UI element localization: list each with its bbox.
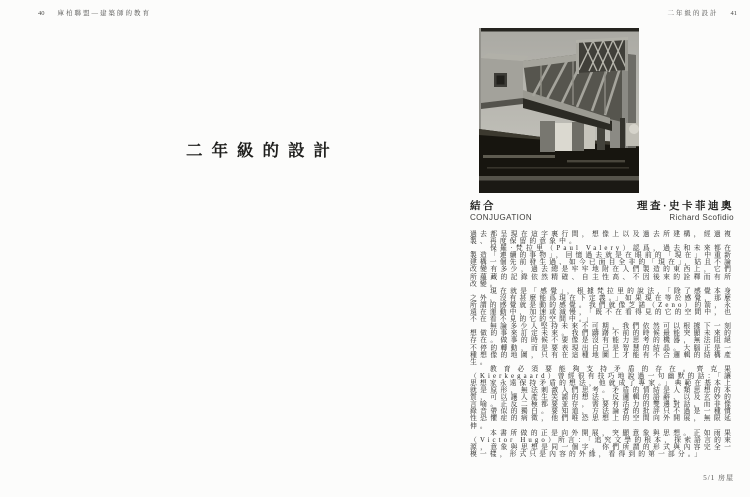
body-paragraph: 無論多少人堅持未來不可期，我們依然可以根據下一刻想做的事來訂定未來。我們躊躇不前的時候最能突顯未來的存在。做事的時候不要像是沒有能力思考的機器，無法阻絕不停的轉動，而是要表現出自己是智慧的結晶。大腦正是一種想像的地圖，只有在這種地圖上才能有不合邏輯的結構產生。 (470, 323, 734, 366)
section-title-zh: 結合 (470, 201, 496, 212)
right-running-title: 二年級的設計 (667, 10, 719, 17)
body-paragraph: 教育必須要能夠支持矛盾的存在。齊克果（Kierkegaard）曾經很有技巧地說過一句幽默的話：「讓思想家永遠保持矛盾的想法，他就成了專家。」典範在基本上就是原形，無法刺激人們思考。矛盾的情結是人類思想的本質，可以讓人產生笑謔的想法、反邏輯的語辭、以及玄妙的言喻。正反二極都要並存，需要有活力的雙邊對話，而非像錄音帶似的獨白。要知道，方法論者的批評只不過是一種慣性恐懼症的病徵，他們唯恐思想上的空間向外開展，無限延伸。 (470, 365, 734, 430)
folio-footer: 5/1 房屋 (703, 474, 734, 482)
author-name-zh: 理查·史卡菲迪奧 (636, 201, 734, 212)
model-lattice-parapet (576, 37, 628, 74)
section-title-en: CONJUGATION (470, 213, 533, 222)
body-paragraph: 本書所做的正是向外開展，突顯意象與思想。正如雨果（Victor Hugo）所言：「追究文學的根本，探索語言的來源，意象與思想是同一個字，你們所謂的形式與內容完全一模一樣，形式只是內容的外緣，看得到的第一部分。」 (470, 429, 734, 458)
body-paragraph: 過去都呈現在這字裏行間，想像上以及過去所建構，經過複製、再度保留的意象中。 (470, 231, 734, 246)
right-page-number: 41 (730, 10, 737, 17)
left-running-head (38, 8, 151, 17)
article-body (470, 231, 734, 458)
architecture-model-photo (479, 28, 639, 193)
section-title-block (470, 201, 532, 223)
model-left-box (481, 53, 529, 109)
body-paragraph: 保羅·梵拉里（Paul Valery）認爲，過去和未來都在製造「連續的事物」，回憶過去就是在眼前的「現在」中重新建構一個先前發生過、如今已面目全非的「現在」，姑且不論改變有多少，過去總是牢牢地附在人們製造的東西上，它們所蘊藏的記錄依然精確、自主性高、不因後來的詮釋而有所改變。 (470, 245, 734, 288)
left-page-number: 40 (38, 10, 45, 17)
right-running-head (668, 8, 738, 17)
author-block (637, 201, 734, 223)
body-paragraph: 現在就是「感覺」，根據梵拉里的說法，「除了感覺本身之外，沒有甚麼能爲現在下定義。」如果現在等於感覺，那麼所謂的感覺就是動的感覺。我們就像芝諾（Zeno）的箭，永遠在運動中，加速或減慢，「既不在看得見的它的空間中，也不在看不見的它的空間中。」 (470, 287, 734, 324)
section-header (470, 201, 734, 223)
model-photo-illustration (479, 28, 639, 193)
chapter-title: 二年級的設計 (186, 141, 339, 160)
author-name-en: Richard Scofidio (669, 213, 734, 222)
left-running-title: 庫柏聯盟—建築師的教育 (57, 10, 151, 17)
